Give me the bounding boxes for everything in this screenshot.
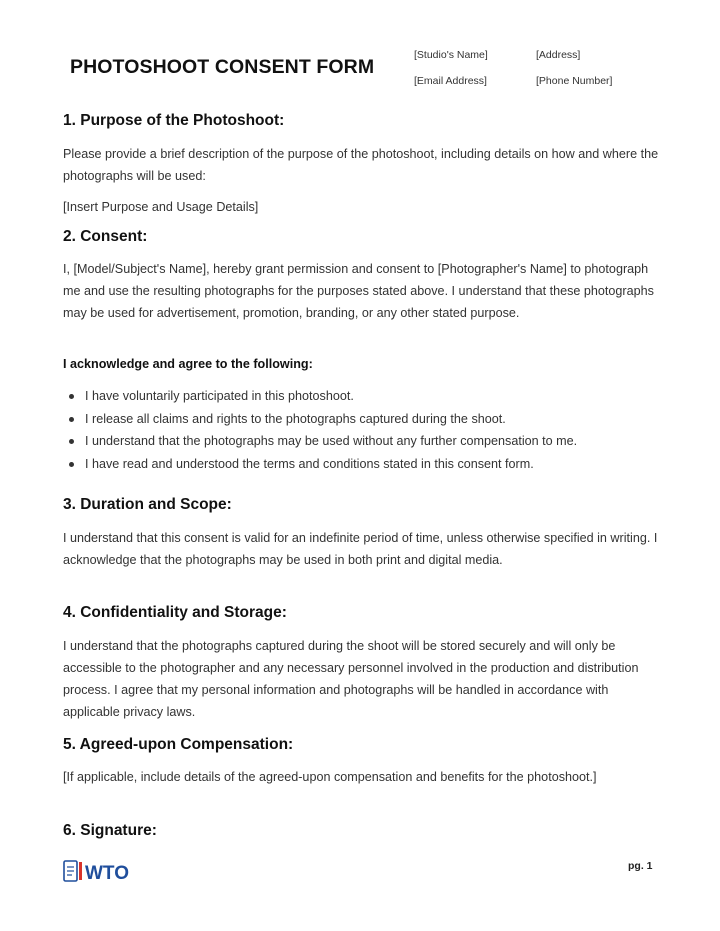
list-item-text: I have voluntarily participated in this photoshoot. xyxy=(85,389,354,403)
document-icon xyxy=(63,858,147,888)
section-1-heading: 1. Purpose of the Photoshoot: xyxy=(63,112,285,129)
list-item-text: I release all claims and rights to the photographs captured during the shoot. xyxy=(85,411,506,426)
list-item xyxy=(63,408,577,431)
section-3-heading: 3. Duration and Scope: xyxy=(63,496,232,513)
section-1-placeholder: [Insert Purpose and Usage Details] xyxy=(63,200,259,214)
page-number: pg. 1 xyxy=(628,860,653,872)
section-2-body: I, [Model/Subject's Name], hereby grant permission and consent to [Photographer's Name] to photograph me and use the resulting photographs for the purposes stated above. I understand that these photographs may be used for advertisement, promotion, branding, or any other stated purpose. xyxy=(63,262,654,320)
section-3-body: I understand that this consent is valid for an indefinite period of time, unless otherwise specified in writing. I acknowledge that the photographs may be used in both print and digital media. xyxy=(63,531,658,567)
bullet-dot xyxy=(69,394,74,399)
section-5-heading: 5. Agreed-upon Compensation: xyxy=(63,736,294,753)
section-4-heading: 4. Confidentiality and Storage: xyxy=(63,604,287,621)
address-field: [Address] xyxy=(536,49,581,61)
email-field: [Email Address] xyxy=(414,75,487,87)
section-2-heading: 2. Consent: xyxy=(63,228,148,245)
section-1-body: Please provide a brief description of the purpose of the photoshoot, including details on how and where the photographs will be used: xyxy=(63,147,659,183)
acknowledgement-list xyxy=(63,385,577,475)
wto-logo xyxy=(63,858,147,888)
list-item-text: I understand that the photographs may be used without any further compensation to me. xyxy=(85,434,578,448)
studio-name-field: [Studio's Name] xyxy=(414,49,488,61)
section-6-heading: 6. Signature: xyxy=(63,822,157,839)
list-item xyxy=(63,430,577,453)
form-title: PHOTOSHOOT CONSENT FORM xyxy=(70,56,375,78)
bullet-dot xyxy=(69,462,74,467)
list-item xyxy=(63,453,577,476)
acknowledge-subheading: I acknowledge and agree to the following: xyxy=(63,357,313,371)
section-5-body: [If applicable, include details of the agreed-upon compensation and benefits for the photoshoot.] xyxy=(63,770,597,784)
bullet-dot xyxy=(69,439,74,444)
list-item xyxy=(63,385,577,408)
bullet-dot xyxy=(69,417,74,422)
phone-field: [Phone Number] xyxy=(536,75,613,87)
logo-text: WTO xyxy=(85,863,129,884)
list-item-text: I have read and understood the terms and conditions stated in this consent form. xyxy=(85,456,534,471)
section-4-body: I understand that the photographs captured during the shoot will be stored securely and will only be accessible to the photographer and any necessary personnel involved in the production and distribution process. I agree that my personal information and photographs will be handled in accordance with applicable privacy laws. xyxy=(63,639,639,719)
